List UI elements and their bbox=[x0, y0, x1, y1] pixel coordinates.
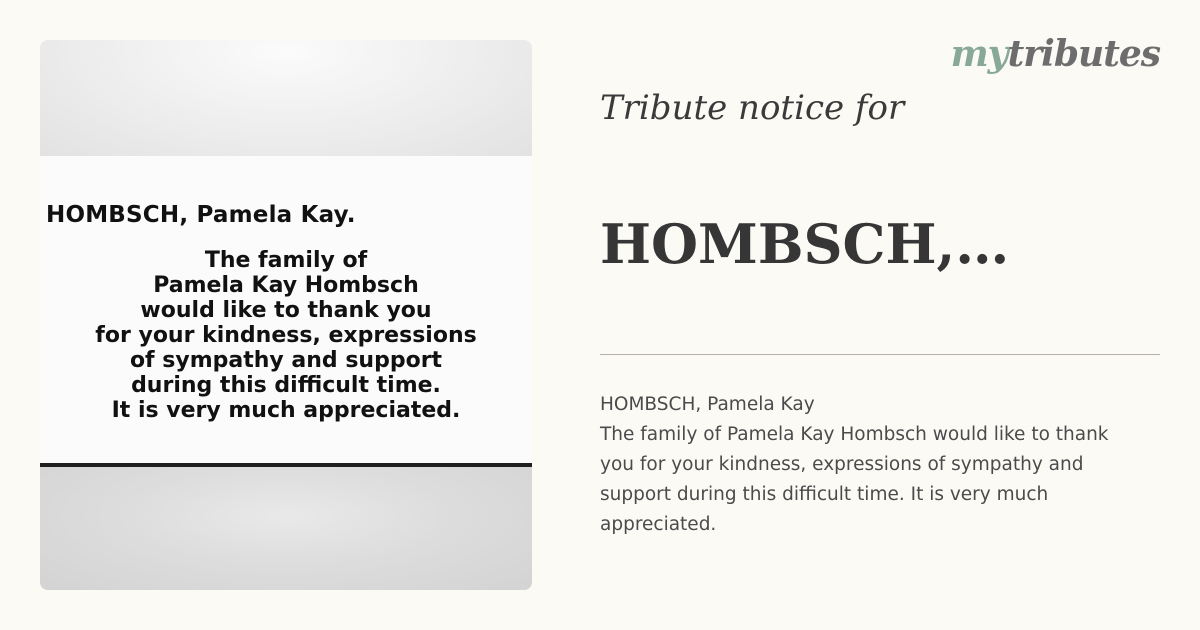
notice-line: would like to thank you bbox=[140, 298, 432, 323]
notice-line: Pamela Kay Hombsch bbox=[153, 273, 419, 298]
mytributes-logo[interactable] bbox=[950, 33, 1160, 75]
summary-line: you for your kindness, expressions of sympathy and bbox=[600, 454, 1084, 475]
notice-line: of sympathy and support bbox=[129, 348, 443, 373]
notice-body bbox=[40, 248, 532, 423]
notice-image bbox=[40, 40, 532, 590]
notice-panel bbox=[40, 156, 532, 464]
notice-line: during this difficult time. bbox=[131, 373, 441, 398]
summary-line: support during this difficult time. It is very much bbox=[600, 484, 1049, 505]
notice-line: The family of bbox=[204, 248, 368, 273]
notice-line: It is very much appreciated. bbox=[111, 398, 461, 423]
section-divider bbox=[600, 354, 1160, 355]
summary-line: The family of Pamela Kay Hombsch would like to thank bbox=[600, 424, 1109, 445]
tribute-summary bbox=[600, 390, 1160, 540]
notice-line: for your kindness, expressions bbox=[95, 323, 477, 348]
deceased-name: HOMBSCH,… bbox=[600, 212, 1010, 276]
logo-prefix: my bbox=[950, 33, 1008, 75]
notice-image-top-shade bbox=[40, 40, 532, 156]
notice-heading: HOMBSCH, Pamela Kay. bbox=[46, 202, 356, 228]
summary-line: appreciated. bbox=[600, 514, 717, 535]
notice-image-bottom-shade bbox=[40, 467, 532, 590]
tribute-label: Tribute notice for bbox=[600, 88, 905, 128]
logo-suffix: tributes bbox=[1007, 33, 1160, 75]
summary-line: HOMBSCH, Pamela Kay bbox=[600, 394, 815, 415]
